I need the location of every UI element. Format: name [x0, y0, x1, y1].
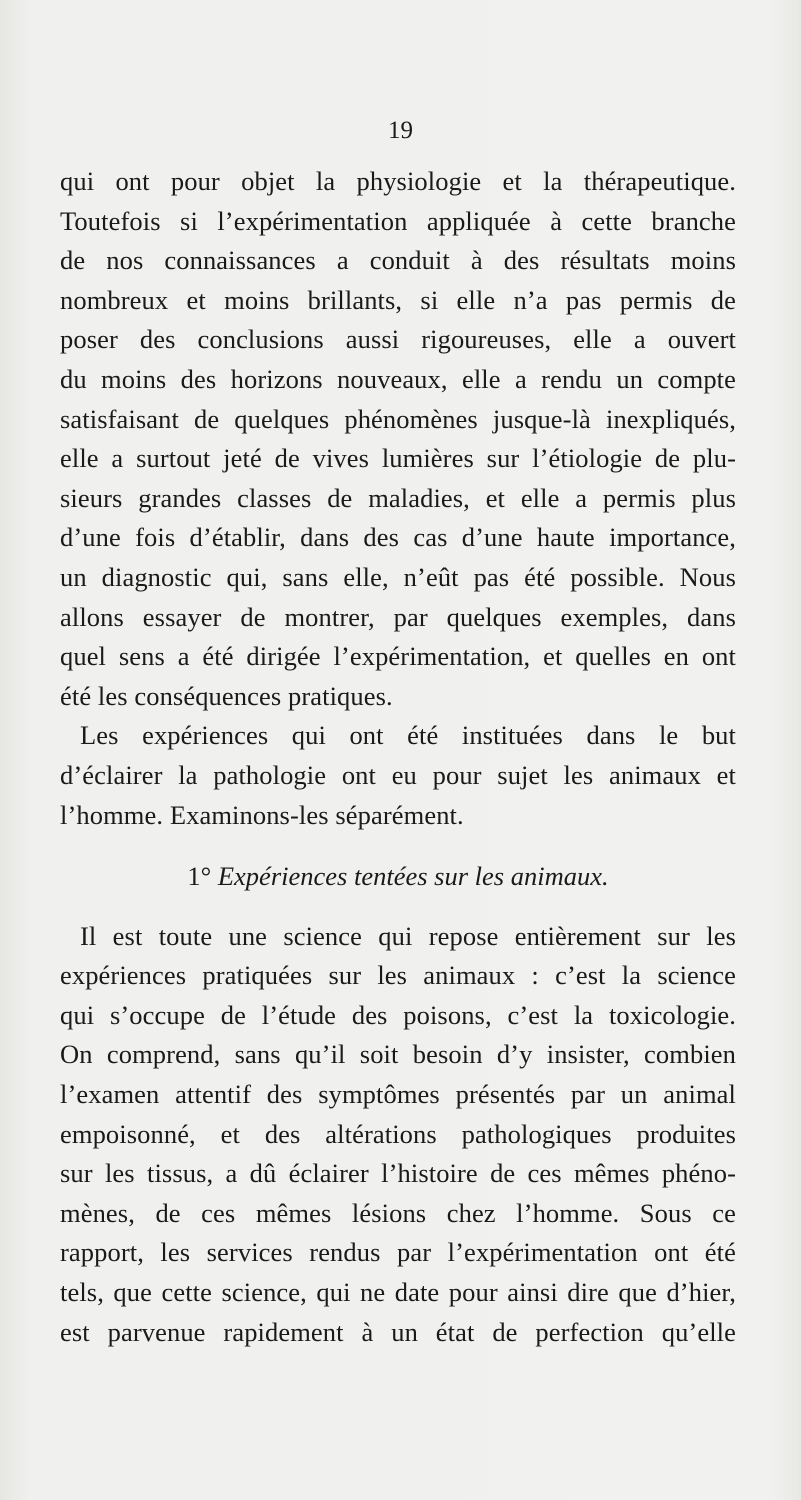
section-heading: [60, 857, 736, 897]
text-line: Il est toute une science qui repose entièrement sur les: [80, 920, 736, 951]
text-line: sieurs grandes classes de maladies, et elle a permis plus: [60, 482, 736, 513]
text-line: qui ont pour objet la physiologie et la thérapeutique.: [60, 166, 736, 196]
text-line: satisfaisant de quelques phénomènes jusque-là inexpliqués,: [60, 403, 736, 434]
text-line: d’une fois d’établir, dans des cas d’une haute importance,: [60, 522, 736, 553]
text-line: est parvenue rapidement à un état de perfection qu’elle: [60, 1316, 736, 1347]
text-line: quel sens a été dirigée l’expérimentation, et quelles en ont: [60, 641, 736, 672]
text-line: l’homme. Examinons-les séparément.: [60, 799, 464, 830]
body-text: [60, 162, 736, 1352]
section-title: Expériences tentées sur les animaux.: [217, 861, 609, 892]
text-line: tels, que cette science, qui ne date pour ainsi dire que d’hier,: [60, 1277, 736, 1308]
text-line: Les expériences qui ont été instituées dans le but: [80, 720, 736, 751]
text-line: expériences pratiquées sur les animaux : c’est la science: [60, 960, 736, 991]
page-number: 19: [388, 117, 413, 144]
text-line: été les conséquences pratiques.: [60, 680, 393, 711]
paragraph-1: [60, 162, 736, 716]
text-line: un diagnostic qui, sans elle, n’eût pas été possible. Nous: [60, 561, 736, 592]
paragraph-2: [60, 716, 736, 835]
text-line: mènes, de ces mêmes lésions chez l’homme. Sous ce: [60, 1197, 736, 1228]
text-line: du moins des horizons nouveaux, elle a rendu un compte: [60, 363, 736, 394]
paragraph-3: [60, 917, 736, 1353]
text-line: elle a surtout jeté de vives lumières sur l’étiologie de plu-: [60, 443, 736, 474]
text-line: allons essayer de montrer, par quelques exemples, dans: [60, 601, 736, 632]
text-line: sur les tissus, a dû éclairer l’histoire de ces mêmes phéno-: [60, 1158, 736, 1189]
text-line: nombreux et moins brillants, si elle n’a pas permis de: [60, 284, 736, 315]
text-line: qui s’occupe de l’étude des poisons, c’est la toxicologie.: [60, 999, 736, 1030]
text-line: Toutefois si l’expérimentation appliquée à cette branche: [60, 205, 736, 236]
text-line: On comprend, sans qu’il soit besoin d’y insister, combien: [60, 1039, 736, 1070]
text-line: l’examen attentif des symptômes présentés par un animal: [60, 1079, 736, 1110]
text-line: rapport, les services rendus par l’expérimentation ont été: [60, 1237, 736, 1268]
text-line: poser des conclusions aussi rigoureuses, elle a ouvert: [60, 324, 736, 355]
text-line: empoisonné, et des altérations pathologiques produites: [60, 1118, 736, 1149]
text-line: d’éclairer la pathologie ont eu pour sujet les animaux et: [60, 759, 736, 790]
text-line: de nos connaissances a conduit à des résultats moins: [60, 245, 736, 276]
section-number: 1°: [187, 861, 212, 892]
